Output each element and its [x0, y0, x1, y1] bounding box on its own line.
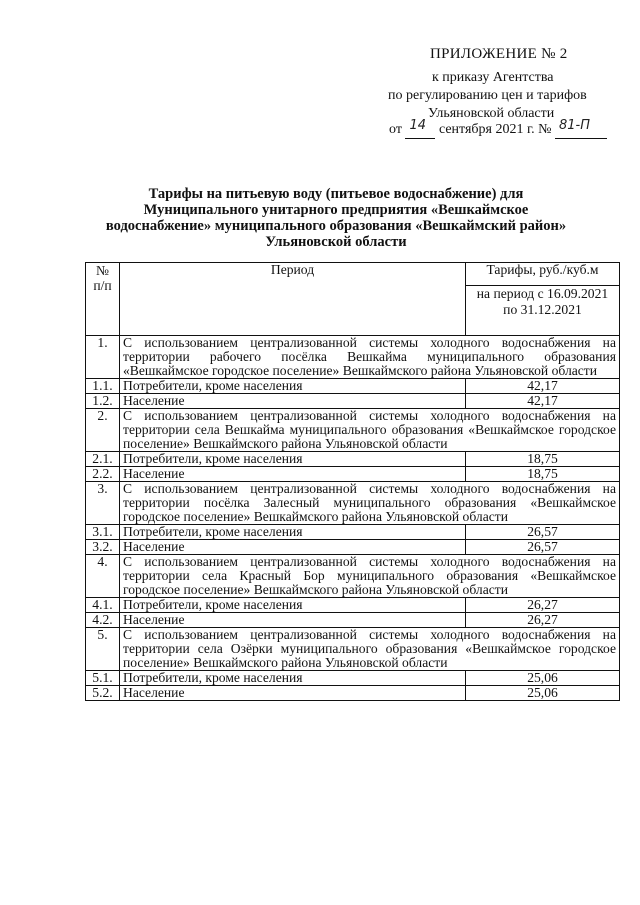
row-label: Население: [120, 467, 466, 482]
header-line-1: к приказу Агентства: [432, 70, 554, 85]
row-num: 2.2.: [86, 467, 120, 482]
tariff-table: [85, 262, 620, 701]
row-value: 18,75: [466, 467, 620, 482]
section-text: С использованием централизованной системы холодного водоснабжения на территории рабочего посёлка Вешкайма муниципального образования «Вешкаймское городское поселение» Вешкаймского района Ульяновской области: [120, 336, 620, 379]
row-value: 42,17: [466, 379, 620, 394]
table-row: [86, 540, 620, 555]
row-value: 26,27: [466, 598, 620, 613]
section-row: [86, 555, 620, 598]
row-label: Потребители, кроме населения: [120, 379, 466, 394]
header-period: Период: [120, 263, 466, 336]
table-row: [86, 452, 620, 467]
table-row: [86, 379, 620, 394]
order-number: 81-П: [558, 118, 590, 133]
row-value: 26,27: [466, 613, 620, 628]
row-num: 1.2.: [86, 394, 120, 409]
section-text: С использованием централизованной системы холодного водоснабжения на территории села Красный Бор муниципального образования «Вешкаймское городское поселение» Вешкаймского района Ульяновской области: [120, 555, 620, 598]
row-label: Население: [120, 540, 466, 555]
header-line-2: по регулированию цен и тарифов: [388, 88, 587, 103]
row-label: Потребители, кроме населения: [120, 598, 466, 613]
document-title: Тарифы на питьевую воду (питьевое водоснабжение) для Муниципального унитарного предприятия «Вешкаймское водоснабжение» муниципального образования «Вешкаймский район» Ульяновской области: [105, 186, 567, 250]
order-date-line: [389, 118, 607, 139]
section-row: [86, 409, 620, 452]
row-value: 25,06: [466, 671, 620, 686]
section-row: [86, 482, 620, 525]
header-num: № п/п: [86, 263, 120, 336]
date-rest: сентября 2021 г. №: [438, 122, 552, 137]
section-text: С использованием централизованной системы холодного водоснабжения на территории посёлка Залесный муниципального образования «Вешкаймское городское поселение» Вешкаймского района Ульяновской области: [120, 482, 620, 525]
row-label: Население: [120, 613, 466, 628]
table-row: [86, 671, 620, 686]
section-row: [86, 336, 620, 379]
section-num: 5.: [86, 628, 120, 671]
section-text: С использованием централизованной системы холодного водоснабжения на территории села Озёрки муниципального образования «Вешкаймское городское поселение» Вешкаймского района Ульяновской области: [120, 628, 620, 671]
section-num: 1.: [86, 336, 120, 379]
row-label: Население: [120, 686, 466, 701]
row-label: Потребители, кроме населения: [120, 671, 466, 686]
header-line-3: Ульяновской области: [428, 106, 555, 121]
date-prefix: от: [389, 122, 402, 137]
section-row: [86, 628, 620, 671]
row-value: 25,06: [466, 686, 620, 701]
row-label: Потребители, кроме населения: [120, 452, 466, 467]
section-num: 2.: [86, 409, 120, 452]
header-period-range: на период с 16.09.2021 по 31.12.2021: [466, 285, 620, 335]
row-num: 2.1.: [86, 452, 120, 467]
row-num: 5.2.: [86, 686, 120, 701]
row-value: 18,75: [466, 452, 620, 467]
row-num: 5.1.: [86, 671, 120, 686]
row-value: 26,57: [466, 525, 620, 540]
row-label: Потребители, кроме населения: [120, 525, 466, 540]
table-header-row: [86, 263, 620, 286]
appendix-title: ПРИЛОЖЕНИЕ № 2: [430, 46, 568, 62]
row-num: 3.2.: [86, 540, 120, 555]
row-num: 4.2.: [86, 613, 120, 628]
header-tariff: Тарифы, руб./куб.м: [466, 263, 620, 286]
date-day-field: [405, 118, 435, 139]
row-num: 3.1.: [86, 525, 120, 540]
table-row: [86, 467, 620, 482]
row-value: 42,17: [466, 394, 620, 409]
row-num: 4.1.: [86, 598, 120, 613]
table-row: [86, 598, 620, 613]
row-num: 1.1.: [86, 379, 120, 394]
section-text: С использованием централизованной системы холодного водоснабжения на территории села Вешкайма муниципального образования «Вешкаймское городское поселение» Вешкаймского района Ульяновской области: [120, 409, 620, 452]
table-row: [86, 613, 620, 628]
section-num: 3.: [86, 482, 120, 525]
order-number-field: [555, 118, 607, 139]
table-row: [86, 686, 620, 701]
table-row: [86, 525, 620, 540]
row-value: 26,57: [466, 540, 620, 555]
date-day: 14: [409, 118, 426, 133]
row-label: Население: [120, 394, 466, 409]
table-row: [86, 394, 620, 409]
section-num: 4.: [86, 555, 120, 598]
